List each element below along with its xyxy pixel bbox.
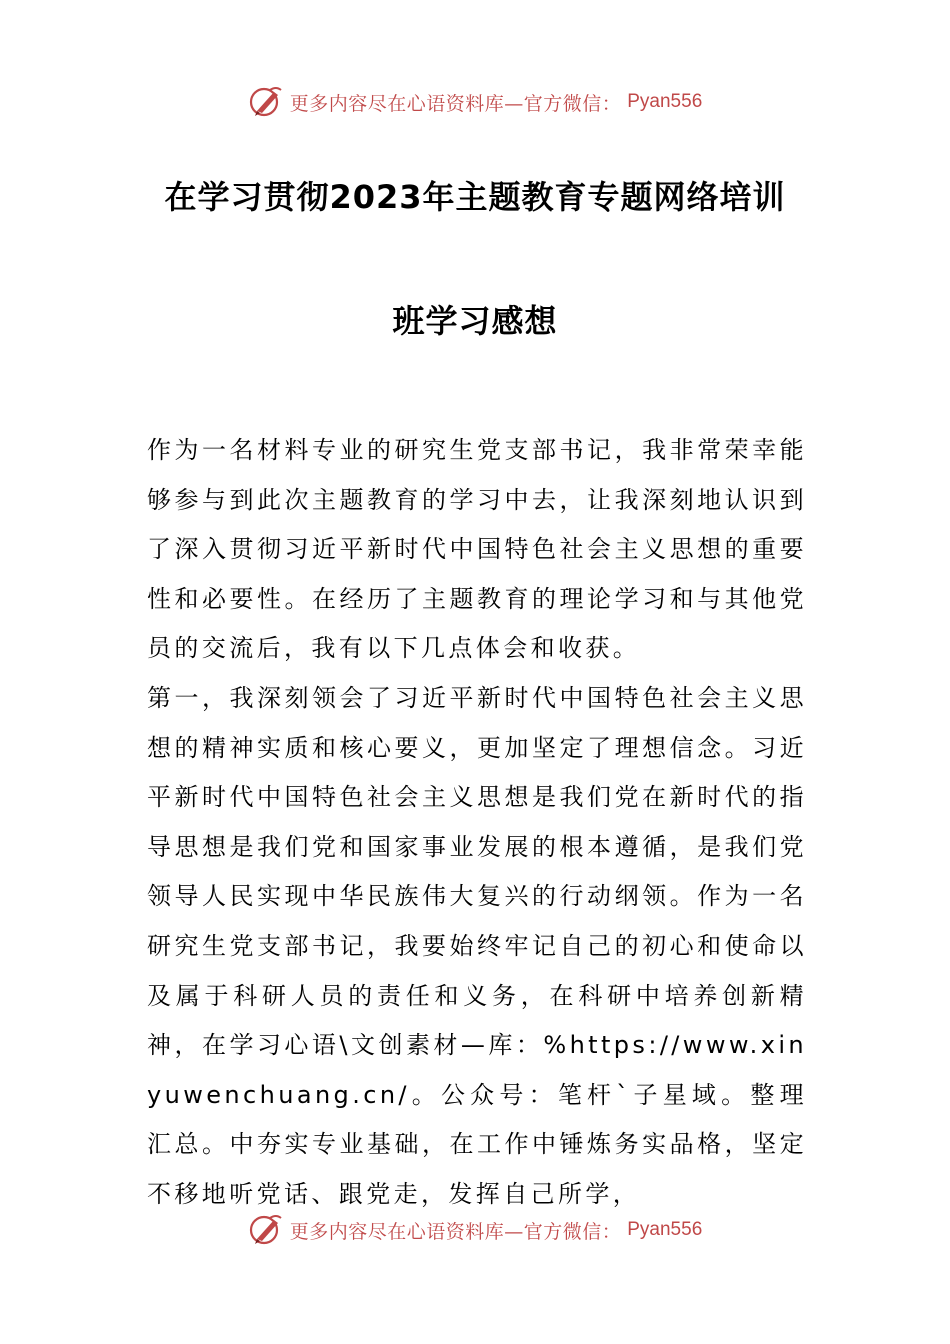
watermark-text: 更多内容尽在心语资料库—官方微信： [289, 1220, 622, 1243]
document-title-line-1: 在学习贯彻2023年主题教育专题网络培训 [164, 178, 786, 216]
watermark-wechat-id: Pyan556 [627, 1219, 703, 1240]
watermark-text: 更多内容尽在心语资料库—官方微信： [289, 92, 622, 115]
header-watermark [0, 80, 950, 124]
footer-watermark [0, 1208, 950, 1252]
document-title-line-2: 班学习感想 [392, 302, 558, 340]
paragraph-first-point: 第一，我深刻领会了习近平新时代中国特色社会主义思想的精神实质和核心要义，更加坚定了理想信念。习近平新时代中国特色社会主义思想是我们党在新时代的指导思想是我们党和国家事业发展的根本遵循，是我们党领导人民实现中华民族伟大复兴的行动纲领。作为一名研究生党支部书记，我要始终牢记自己的初心和使命以及属于科研人员的责任和义务，在科研中培养创新精神，在学习心语\文创素材—库：%https://www.xinyuwenchuang.cn/。公众号：笔杆`子星域。整理汇总。中夯实专业基础，在工作中锤炼务实品格，坚定不移地听党话、跟党走，发挥自己所学， [147, 683, 807, 1208]
paragraph-intro: 作为一名材料专业的研究生党支部书记，我非常荣幸能够参与到此次主题教育的学习中去，让我深刻地认识到了深入贯彻习近平新时代中国特色社会主义思想的重要性和必要性。在经历了主题教育的理论学习和与其他党员的交流后，我有以下几点体会和收获。 [147, 436, 807, 663]
document-body [147, 426, 807, 1220]
pen-logo-icon [248, 1212, 284, 1248]
pen-logo-icon [248, 84, 284, 120]
watermark-wechat-id: Pyan556 [627, 91, 703, 112]
